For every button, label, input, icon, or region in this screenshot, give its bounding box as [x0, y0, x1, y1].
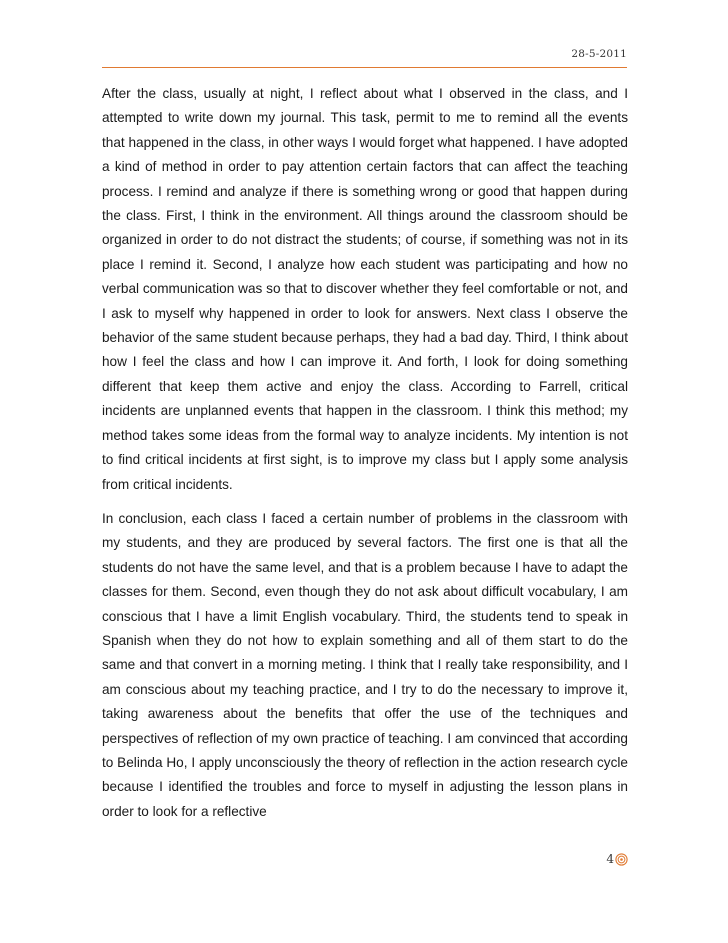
spiral-circle-icon: [615, 853, 628, 866]
paragraph-2: In conclusion, each class I faced a certain number of problems in the classroom with my students, and they are produced by several factors. The first one is that all the students do not have the same level, and that is a problem because I have to adapt the classes for them. Second, even though they do not ask about difficult vocabulary, I am conscious that I have a limit English vocabulary. Third, the students tend to speak in Spanish when they do not how to explain something and all of them start to do the same and that convert in a morning meting. I think that I really take responsibility, and I am conscious about my teaching practice, and I try to do the necessary to improve it, taking awareness about the benefits that offer the use of the techniques and perspectives of reflection of my own practice of teaching. I am convinced that according to Belinda Ho, I apply unconsciously the theory of reflection in the action research cycle because I identified the troubles and force to myself in adjusting the lesson plans in order to look for a reflective: [102, 510, 628, 819]
page-header: [0, 44, 627, 62]
header-rule: [102, 67, 627, 68]
page-number: 4: [606, 852, 614, 866]
body-text: [102, 82, 628, 824]
paragraph-1: After the class, usually at night, I reflect about what I observed in the class, and I attempted to write down my journal. This task, permit to me to remind all the events that happened in the class, in other ways I would forget what happened. I have adopted a kind of method in order to pay attention certain factors that can affect the teaching process. I remind and analyze if there is something wrong or good that happen during the class. First, I think in the environment. All things around the classroom should be organized in order to do not distract the students; of course, if something was not in its place I remind it. Second, I analyze how each student was participating and how no verbal communication was so that to discover whether they feel comfortable or not, and I ask to myself why happened in order to look for answers. Next class I observe the behavior of the same student because perhaps, they had a bad day. Third, I think about how I feel the class and how I can improve it. And forth, I look for doing something different that keep them active and enjoy the class. According to Farrell, critical incidents are unplanned events that happen in the classroom. I think this method; my method takes some ideas from the formal way to analyze incidents. My intention is not to find critical incidents at first sight, is to improve my class but I apply some analysis from critical incidents.: [102, 86, 628, 492]
page-footer: [606, 852, 628, 866]
header-date: 28-5-2011: [571, 48, 627, 60]
